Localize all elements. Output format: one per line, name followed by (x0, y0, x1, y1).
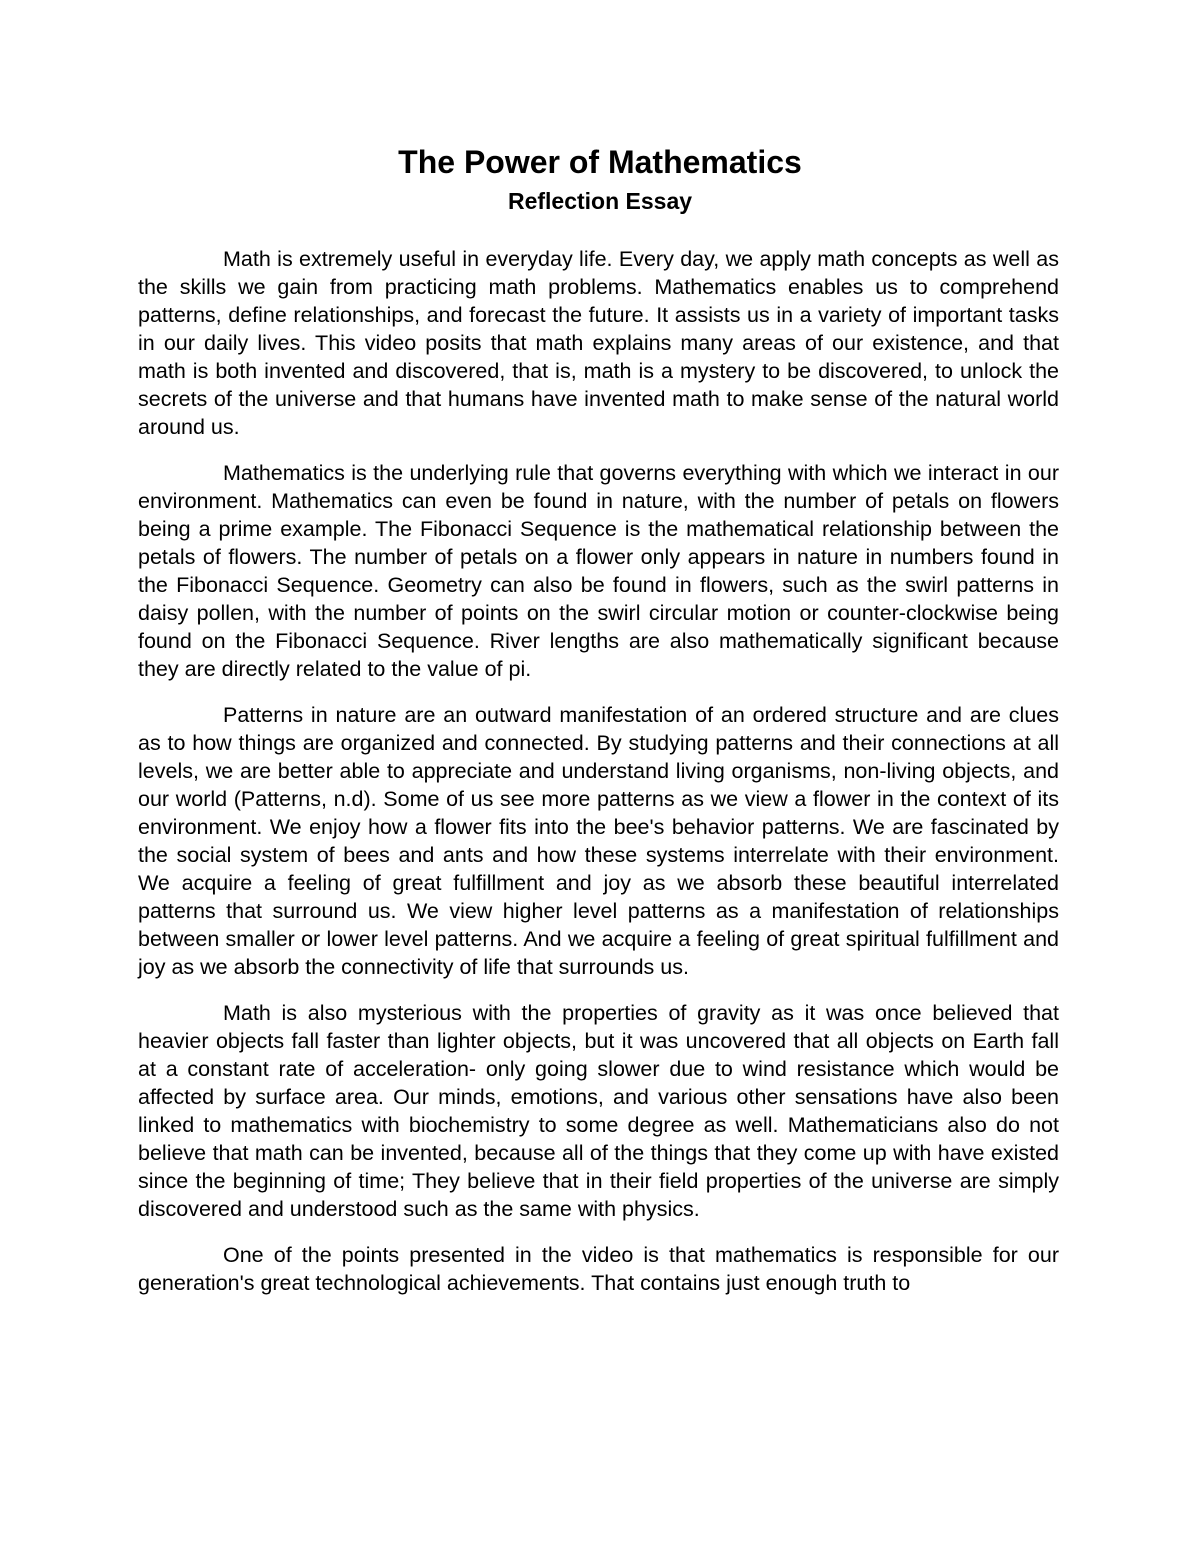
document-title: The Power of Mathematics (398, 144, 802, 180)
document-subtitle: Reflection Essay (507, 188, 693, 214)
paragraph-5: One of the points presented in the video is that mathematics is responsible for our generation's great technological achievements. That contains just enough truth to (138, 1243, 1059, 1295)
paragraph-3: Patterns in nature are an outward manifestation of an ordered structure and are clues as to how things are organized and connected. By studying patterns and their connections at all levels, we are better able to appreciate and understand living organisms, non-living objects, and our world (Patterns, n.d). Some of us see more patterns as we view a flower in the context of its environment. We enjoy how a flower fits into the bee's behavior patterns. We are fascinated by the social system of bees and ants and how these systems interrelate with their environment. We acquire a feeling of great fulfillment and joy as we absorb these beautiful interrelated patterns that surround us. We view higher level patterns as a manifestation of relationships between smaller or lower level patterns. And we acquire a feeling of great spiritual fulfillment and joy as we absorb the connectivity of life that surrounds us. (138, 703, 1059, 979)
paragraph-2: Mathematics is the underlying rule that governs everything with which we interact in our environment. Mathematics can even be found in nature, with the number of petals on flowers being a prime example. The Fibonacci Sequence is the mathematical relationship between the petals of flowers. The number of petals on a flower only appears in nature in numbers found in the Fibonacci Sequence. Geometry can also be found in flowers, such as the swirl patterns in daisy pollen, with the number of points on the swirl circular motion or counter-clockwise being found on the Fibonacci Sequence. River lengths are also mathematically significant because they are directly related to the value of pi. (138, 461, 1059, 681)
document-body (138, 245, 1059, 1315)
document-header (0, 140, 1200, 218)
paragraph-4: Math is also mysterious with the properties of gravity as it was once believed that heavier objects fall faster than lighter objects, but it was uncovered that all objects on Earth fall at a constant rate of acceleration- only going slower due to wind resistance which would be affected by surface area. Our minds, emotions, and various other sensations have also been linked to mathematics with biochemistry to some degree as well. Mathematicians also do not believe that math can be invented, because all of the things that they come up with have existed since the beginning of time; They believe that in their field properties of the universe are simply discovered and understood such as the same with physics. (138, 1001, 1059, 1221)
paragraph-1: Math is extremely useful in everyday life. Every day, we apply math concepts as well as the skills we gain from practicing math problems. Mathematics enables us to comprehend patterns, define relationships, and forecast the future. It assists us in a variety of important tasks in our daily lives. This video posits that math explains many areas of our existence, and that math is both invented and discovered, that is, math is a mystery to be discovered, to unlock the secrets of the universe and that humans have invented math to make sense of the natural world around us. (138, 247, 1059, 439)
